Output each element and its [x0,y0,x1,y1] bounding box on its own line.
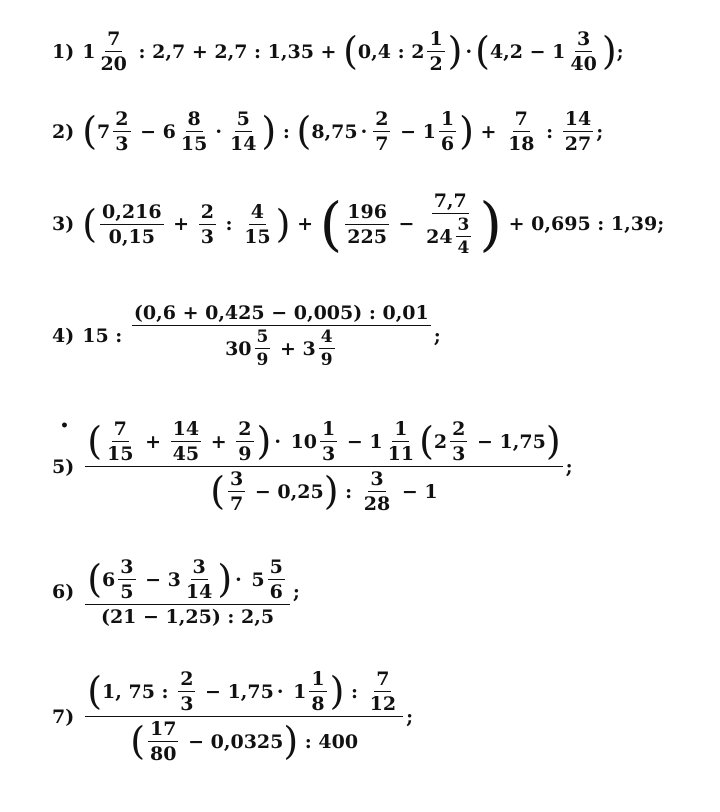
numerator: 4 [320,327,333,347]
text: 24 [426,225,453,248]
fraction [118,556,135,603]
numerator: 3 [192,556,206,578]
left-paren: ( [82,109,98,154]
text: 1 [82,40,96,63]
fraction [179,108,209,155]
numerator: 1 [440,108,455,130]
text: + [138,430,168,453]
denominator: 9 [256,350,269,370]
right-paren: ) [545,419,561,464]
fraction [98,28,128,75]
text: − 1 [340,430,383,453]
denominator: 28 [363,493,391,515]
denominator: 3 [452,443,466,465]
problem-5 [52,418,573,515]
text: 7 [97,120,111,143]
numerator: 1 [429,28,443,50]
numerator [85,418,562,467]
problem-number: 4) [52,325,75,347]
numerator: 2 [238,418,252,440]
text: 5 [244,568,265,591]
problem-7 [52,668,413,765]
text: − 1 [395,480,438,503]
fraction [85,668,403,765]
text: + [166,213,196,235]
fraction [228,468,245,515]
problem-number: 1) [52,40,75,63]
problem-3 [52,190,664,258]
fraction [228,108,258,155]
denominator [208,467,439,515]
text: + [473,120,504,143]
numerator: 5 [256,327,269,347]
fraction [100,201,164,248]
numerator: 2 [115,108,129,130]
denominator: 14 [185,581,213,603]
numerator: 7 [107,28,121,50]
fraction [424,190,476,258]
right-paren: ) [329,669,345,714]
denominator: 9 [238,443,252,465]
text: ; [406,705,414,728]
text: 15 : [82,325,129,347]
fraction [178,668,195,715]
fraction [439,108,456,155]
bracket-group [343,28,462,75]
numerator: 196 [347,200,387,223]
text: − 1,75 [470,430,546,453]
fraction [105,418,135,465]
numerator: 2 [452,418,466,440]
problem-4 [52,302,441,370]
denominator: (21 − 1,25) : 2,5 [100,606,275,628]
denominator [424,214,476,258]
left-paren: ( [475,29,490,74]
text: : [539,120,560,143]
text: 1, 75 : [102,680,176,703]
numerator: 3 [230,468,244,490]
denominator: 15 [107,443,134,465]
bracket-group [130,718,298,765]
denominator: 3 [322,443,336,465]
numerator: 7 [514,108,528,130]
text: : 2,7 + 2,7 : 1,35 + [131,40,344,63]
text: : 400 [298,730,359,753]
fraction [85,418,562,515]
problem-number: 6) [52,581,75,603]
text: : [338,480,359,503]
text: ; [292,581,300,603]
text: ; [565,455,573,478]
text: 2 [433,430,448,453]
numerator: 14 [564,108,592,130]
problem-number: 7) [52,705,75,728]
text: ; [433,325,441,347]
fraction [184,556,214,603]
text: 30 [225,337,252,360]
denominator: 80 [150,743,177,765]
left-paren: ( [87,557,103,602]
denominator: 6 [440,133,455,155]
numerator: 3 [577,28,591,50]
numerator: 2 [180,668,194,690]
text: − 1 [393,120,436,143]
numerator: 7 [113,418,127,440]
multiply-dot: · [215,120,222,143]
fraction [362,468,392,515]
right-paren: ) [217,557,233,602]
numerator: 4 [250,200,265,223]
text: + [290,213,320,235]
text: + [204,430,234,453]
denominator: 5 [120,581,134,603]
denominator: 6 [269,581,283,603]
left-paren: ( [130,719,146,764]
text: ; [596,120,604,143]
text: − 0,25 [248,480,324,503]
fraction [85,556,290,628]
numerator: 7,7 [433,190,467,212]
fraction [373,108,390,155]
text: 1 [286,680,307,703]
bracket-group [419,418,561,465]
bracket-group [82,201,290,248]
left-paren: ( [82,201,98,246]
multiply-dot: · [274,430,281,453]
denominator: 3 [180,693,194,715]
fraction [386,418,416,465]
bracket-group [87,418,271,465]
problem-number: 5) [52,455,75,478]
fraction [568,28,598,75]
denominator: 27 [564,133,592,155]
numerator: 1 [394,418,408,440]
numerator [85,556,290,605]
numerator: 3 [457,215,470,235]
fraction [563,108,593,155]
right-paren: ) [256,419,272,464]
text: 0,4 : 2 [357,40,425,63]
text: : [276,120,297,143]
left-paren: ( [419,419,434,464]
fraction [236,418,253,465]
denominator: 225 [347,225,387,248]
fraction [450,418,467,465]
right-paren: ) [275,201,291,246]
multiply-dot: · [276,680,284,703]
numerator: 2 [375,108,389,130]
bracket-group [297,108,474,155]
numerator: 5 [269,556,283,578]
fraction [320,418,337,465]
denominator: 14 [229,133,257,155]
bracket-group [87,668,344,715]
numerator: 17 [150,718,177,740]
right-paren: ) [261,109,277,154]
numerator: 5 [236,108,250,130]
numerator: 7 [376,668,390,690]
fraction [199,201,216,248]
fraction [268,556,285,603]
text: − 1,75 [198,680,274,703]
denominator [128,717,360,765]
numerator: 2 [200,200,214,223]
text: − 0,0325 [181,730,284,753]
text: 4,2 − 1 [489,40,566,63]
numerator: 3 [370,468,384,490]
right-paren: ) [459,109,474,154]
denominator: 4 [457,238,470,258]
left-paren: ( [296,109,312,154]
left-paren: ( [87,669,103,714]
numerator: 14 [172,418,200,440]
bracket-group [475,28,617,75]
denominator [223,326,340,370]
fraction [148,718,178,765]
text: ; [616,40,624,63]
right-paren: ) [323,469,339,514]
numerator: (0,6 + 0,425 − 0,005) : 0,01 [133,302,429,324]
bullet-mark: • [60,418,69,434]
denominator: 12 [369,693,397,715]
denominator: 20 [100,53,127,75]
fraction [506,108,536,155]
text: 8,75 [311,120,358,143]
text: − [391,213,422,235]
text: + 0,695 : 1,39; [502,213,665,235]
fraction [345,201,389,248]
fraction [132,302,431,370]
problem-number: 2) [52,120,75,143]
numerator: 1 [311,668,325,690]
fraction [255,327,271,370]
fraction [427,28,444,75]
problem-number: 3) [52,213,75,235]
denominator: 18 [508,133,535,155]
left-paren: ( [87,419,103,464]
text: : [218,213,240,235]
text: 6 [102,568,116,591]
denominator: 2 [429,53,443,75]
numerator: 1 [322,418,336,440]
left-paren: ( [343,29,358,74]
bracket-group [210,468,338,515]
fraction [113,108,130,155]
numerator [85,668,403,717]
denominator: 11 [387,443,415,465]
fraction [456,215,472,258]
problem-1 [52,28,624,75]
fraction [171,418,201,465]
multiply-dot: · [235,568,242,591]
text: + 3 [273,337,316,360]
right-paren: ) [283,719,299,764]
text: − 3 [138,568,181,591]
denominator: 8 [311,693,325,715]
bracket-group [82,108,276,155]
right-paren: ) [601,29,617,74]
numerator: 8 [187,108,201,130]
denominator: 0,15 [108,225,155,248]
multiply-dot: · [360,120,368,143]
bracket-group [320,190,502,258]
fraction [309,668,326,715]
fraction [319,327,335,370]
numerator: 0,216 [102,200,162,223]
denominator: 15 [244,225,271,248]
left-paren: ( [319,189,343,258]
left-paren: ( [210,469,226,514]
denominator: 3 [200,225,214,248]
denominator: 3 [115,133,129,155]
text: − 6 [133,120,176,143]
problem-6 [52,556,300,628]
denominator: 40 [570,53,597,75]
text: 10 [283,430,318,453]
fraction [242,201,272,248]
denominator: 7 [375,133,389,155]
denominator: 45 [172,443,200,465]
right-paren: ) [479,189,503,258]
text: : [344,680,365,703]
bracket-group [87,556,232,603]
fraction [368,668,398,715]
denominator: 9 [320,350,333,370]
right-paren: ) [447,29,463,74]
numerator: 3 [120,556,134,578]
multiply-dot: · [465,40,473,63]
denominator: 7 [230,493,244,515]
denominator: 15 [180,133,208,155]
problem-2 [52,108,603,155]
